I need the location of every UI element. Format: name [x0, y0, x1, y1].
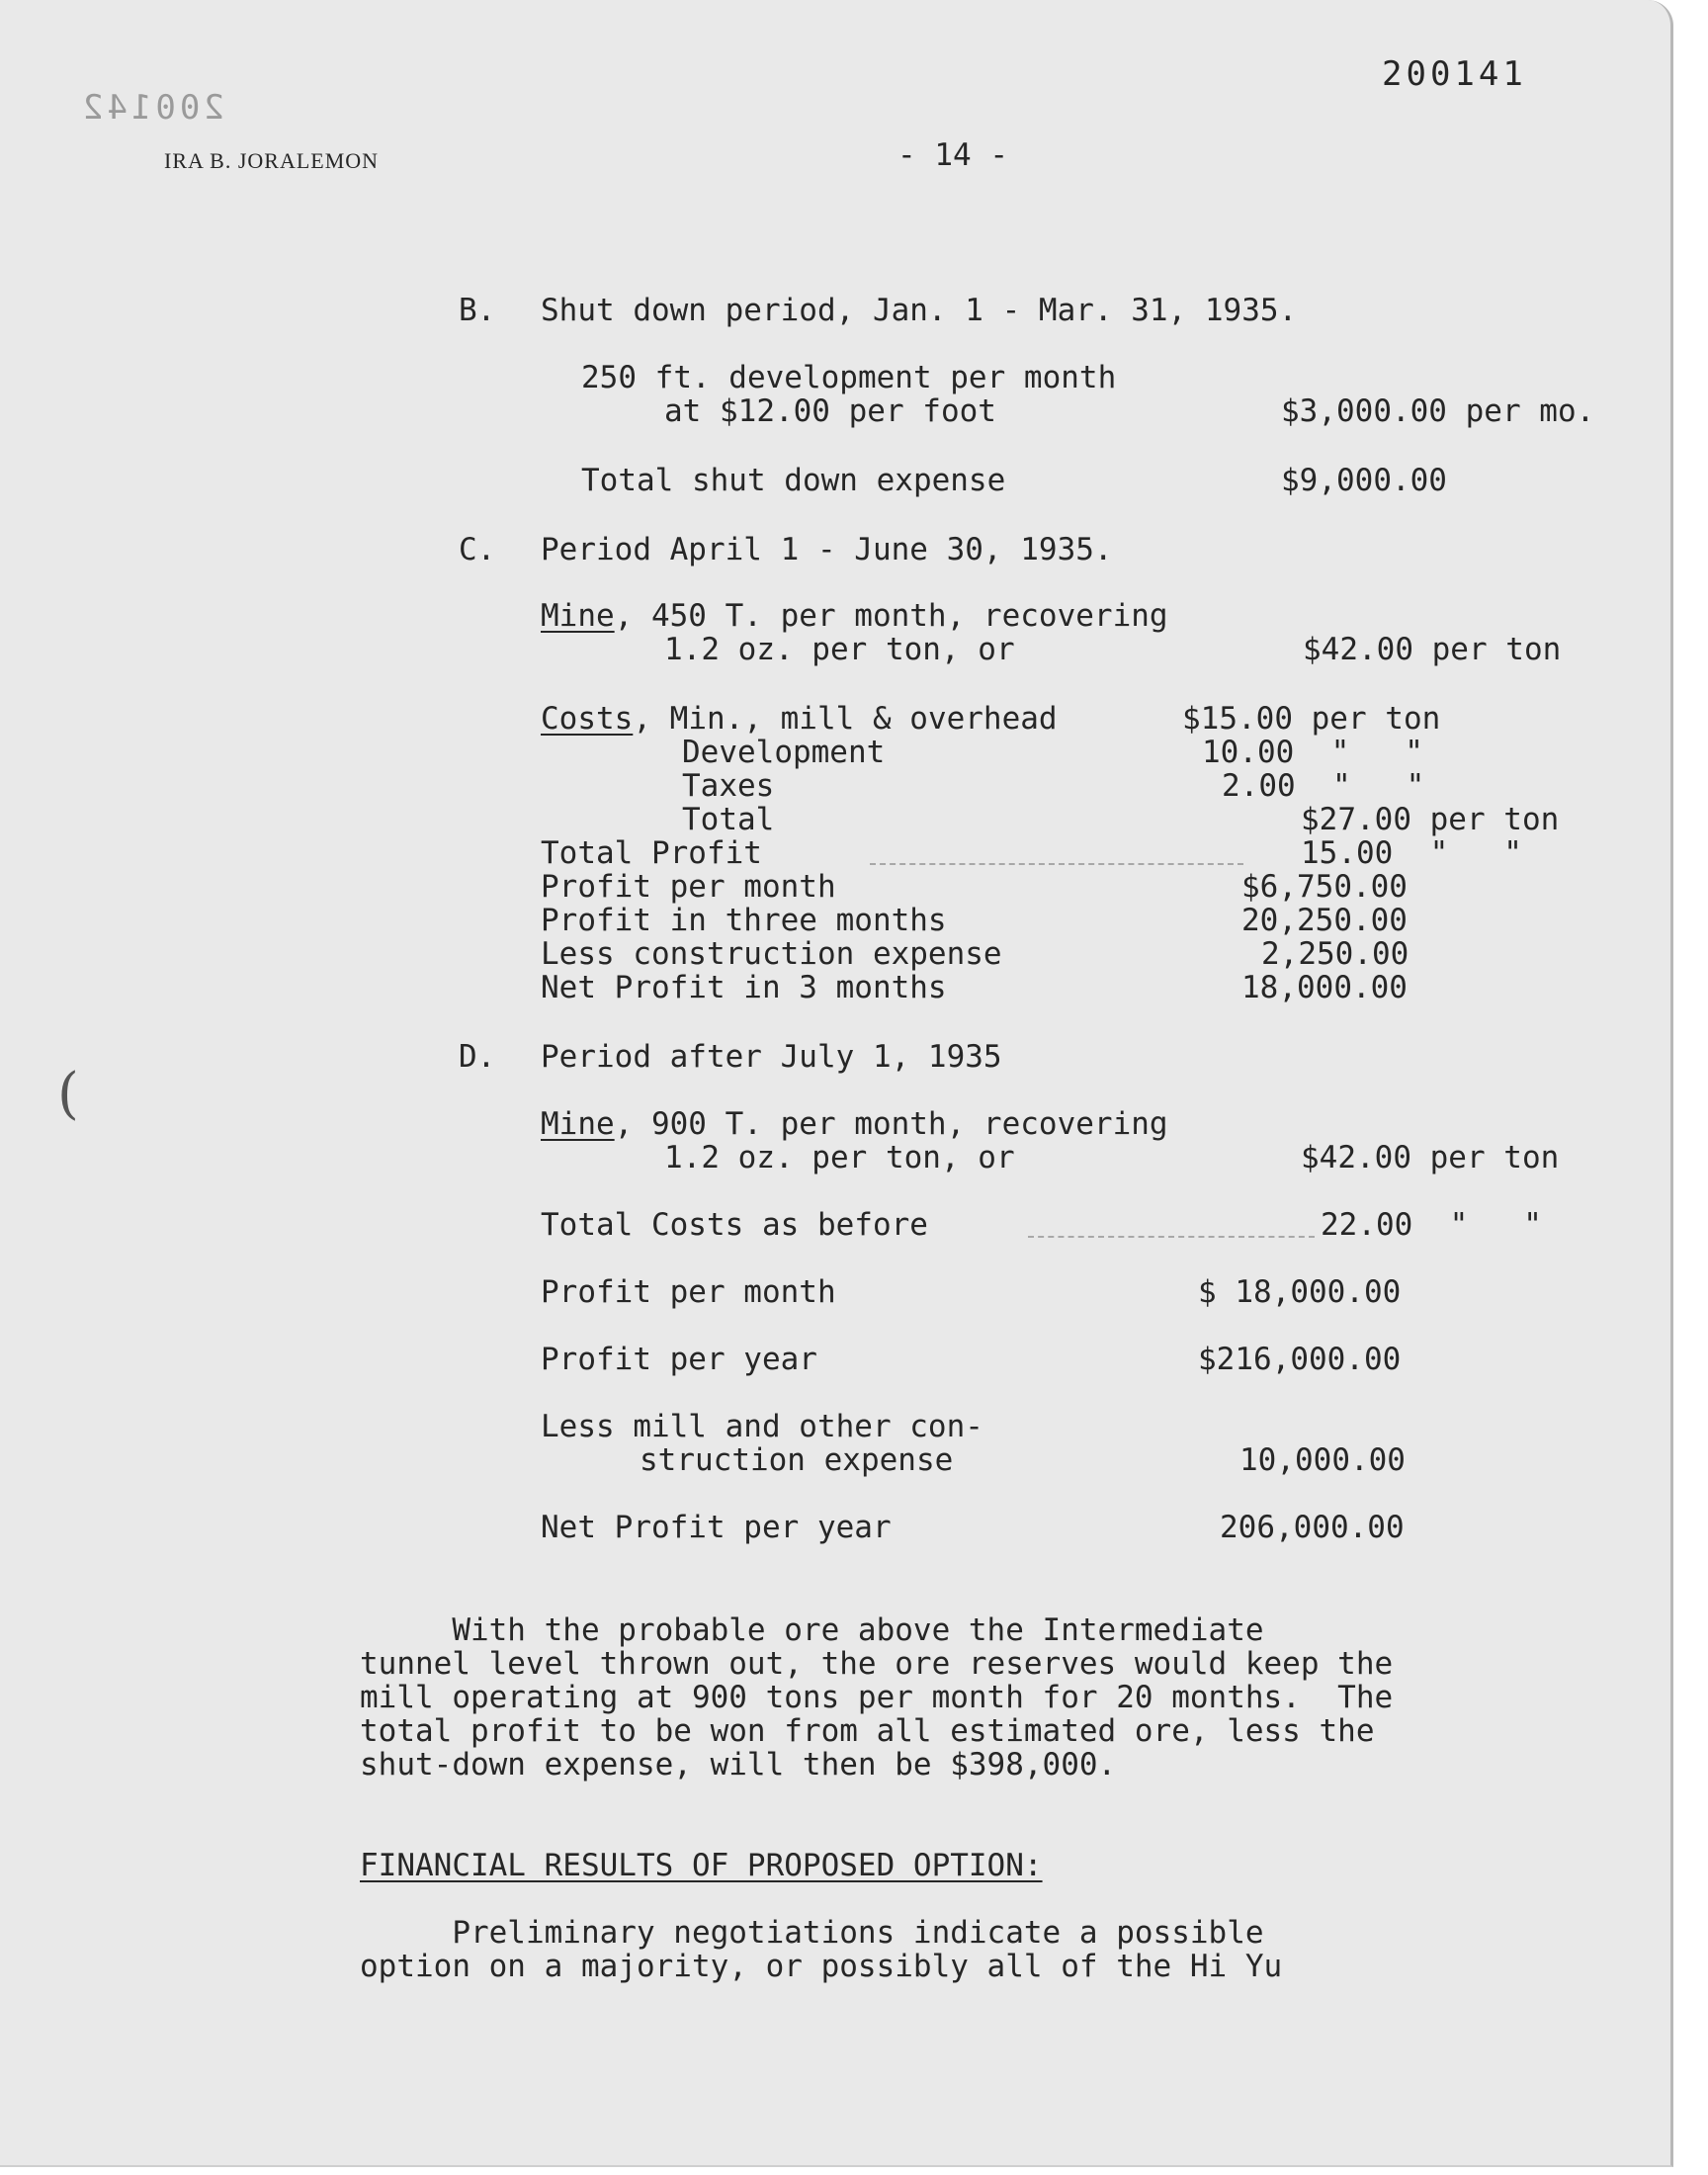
d-mine-line1 [541, 1107, 1168, 1141]
c-profit-label-5: Net Profit in 3 months [541, 970, 947, 1005]
c-profit-value-3: 20,250.00 [1241, 903, 1408, 938]
paragraph-line: With the probable ore above the Intermediate [360, 1612, 1264, 1648]
c-profit-label-3: Profit in three months [541, 903, 947, 938]
section-c-letter: C. [459, 532, 496, 567]
c-costs-value-1: $15.00 per ton [1182, 701, 1441, 737]
c-profit-label-2: Profit per month [541, 869, 836, 905]
d-profit-month-label: Profit per month [541, 1274, 836, 1310]
margin-mark: ( [57, 1062, 79, 1126]
d-mine-word: Mine [541, 1106, 615, 1142]
d-mine-value: $42.00 per ton [1301, 1140, 1560, 1175]
stamp-number-faint: 200142 [79, 88, 224, 128]
section-d-title: Period after July 1, 1935 [541, 1039, 1002, 1075]
leader-dashes [870, 863, 1243, 865]
author-letterhead: IRA B. JORALEMON [164, 148, 380, 173]
d-less-value: 10,000.00 [1239, 1442, 1406, 1478]
d-less-line1: Less mill and other con- [541, 1409, 983, 1444]
paragraph-line: shut-down expense, will then be $398,000. [360, 1747, 1117, 1783]
c-mine-value: $42.00 per ton [1303, 632, 1562, 667]
d-costs-value: 22.00 " " [1321, 1207, 1542, 1243]
paragraph-line: mill operating at 900 tons per month for 20 months. The [360, 1680, 1394, 1715]
d-mine-text: , 900 T. per month, recovering [614, 1106, 1168, 1142]
c-profit-label-1: Total Profit [541, 835, 762, 871]
c-costs-word: Costs [541, 701, 634, 737]
c-profit-label-4: Less construction expense [541, 936, 1002, 972]
d-mine-line2: 1.2 oz. per ton, or [664, 1140, 1015, 1175]
financial-heading: FINANCIAL RESULTS OF PROPOSED OPTION: [360, 1848, 1043, 1883]
c-costs-row-1 [541, 702, 1058, 736]
c-costs-label-1: , Min., mill & overhead [633, 701, 1058, 737]
c-profit-value-2: $6,750.00 [1241, 869, 1408, 905]
page-number: - 14 - [897, 137, 1008, 173]
d-profit-year-label: Profit per year [541, 1342, 817, 1377]
section-b-letter: B. [459, 293, 496, 328]
b-total-label: Total shut down expense [581, 463, 1006, 498]
b-development-line1: 250 ft. development per month [581, 360, 1117, 395]
d-profit-month-value: $ 18,000.00 [1198, 1274, 1402, 1310]
c-costs-value-2: 10.00 " " [1202, 735, 1423, 770]
stamp-number: 200141 [1382, 54, 1527, 94]
c-profit-value-4: 2,250.00 [1261, 936, 1409, 972]
c-mine-word: Mine [541, 598, 615, 634]
d-net-label: Net Profit per year [541, 1510, 892, 1545]
c-costs-value-3: 2.00 " " [1222, 768, 1425, 804]
paragraph-line: tunnel level thrown out, the ore reserves would keep the [360, 1646, 1394, 1682]
c-mine-text: , 450 T. per month, recovering [614, 598, 1168, 634]
d-less-line2: struction expense [640, 1442, 954, 1478]
b-development-amount: $3,000.00 per mo. [1281, 393, 1595, 429]
b-development-line2: at $12.00 per foot [664, 393, 996, 429]
financial-line: option on a majority, or possibly all of the Hi Yu [360, 1949, 1283, 1984]
c-costs-label-4: Total [682, 802, 775, 837]
b-total-amount: $9,000.00 [1281, 463, 1447, 498]
financial-line: Preliminary negotiations indicate a possible [360, 1915, 1264, 1951]
c-costs-label-2: Development [682, 735, 886, 770]
paragraph-line: total profit to be won from all estimated ore, less the [360, 1713, 1375, 1749]
c-profit-value-5: 18,000.00 [1241, 970, 1408, 1005]
c-costs-label-3: Taxes [682, 768, 775, 804]
d-net-value: 206,000.00 [1220, 1510, 1405, 1545]
c-profit-value-1: 15.00 " " [1301, 835, 1522, 871]
c-mine-line1 [541, 599, 1168, 633]
c-costs-value-4: $27.00 per ton [1301, 802, 1560, 837]
leader-dashes [1028, 1236, 1315, 1238]
c-mine-line2: 1.2 oz. per ton, or [664, 632, 1015, 667]
section-c-title: Period April 1 - June 30, 1935. [541, 532, 1113, 567]
d-costs-label: Total Costs as before [541, 1207, 928, 1243]
section-b-title: Shut down period, Jan. 1 - Mar. 31, 1935. [541, 293, 1298, 328]
section-d-letter: D. [459, 1039, 496, 1075]
d-profit-year-value: $216,000.00 [1198, 1342, 1402, 1377]
